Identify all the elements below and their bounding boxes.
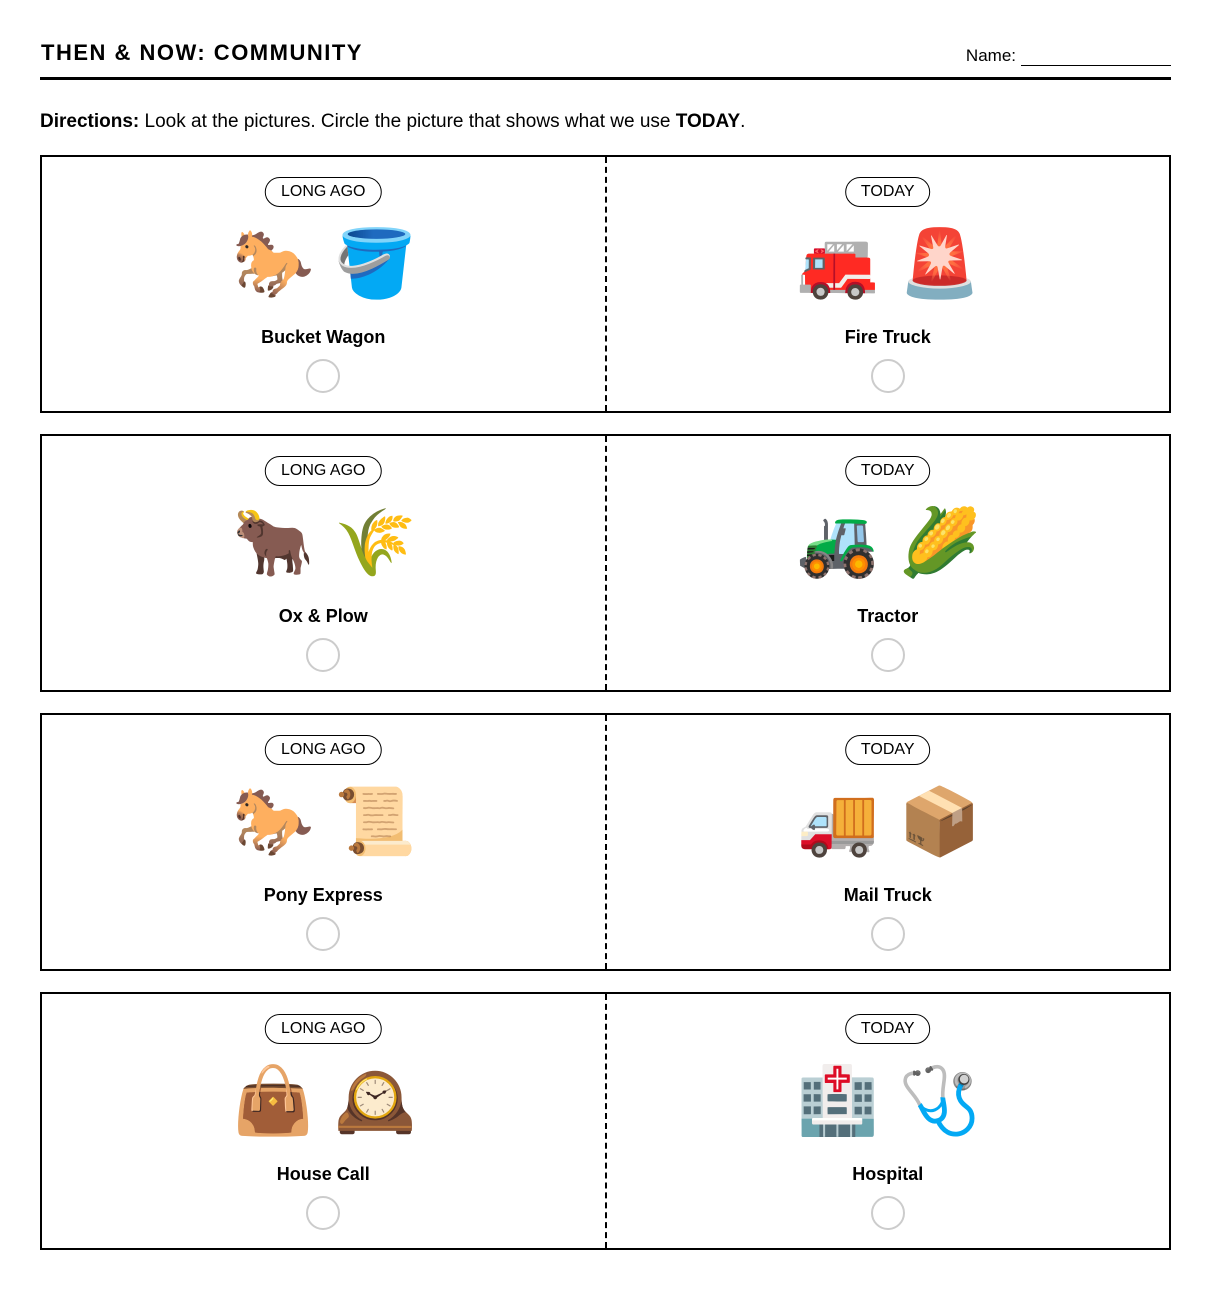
comparison-row [40,992,1171,1250]
long-ago-panel [42,436,607,690]
item-label: Hospital [852,1164,924,1184]
picture-group [607,1060,1170,1140]
horse-icon[interactable]: 🐎 [232,226,315,300]
today-panel [607,157,1170,411]
picture-group [42,223,605,303]
answer-circle[interactable] [871,638,905,672]
bucket-icon[interactable]: 🪣 [334,226,417,300]
picture-group [42,781,605,861]
era-tag: LONG AGO [265,1014,381,1044]
stethoscope-icon[interactable]: 🩺 [898,1063,981,1137]
directions-emphasis: TODAY [675,111,741,132]
comparison-row [40,713,1171,971]
comparison-row [40,155,1171,413]
tractor-icon[interactable]: 🚜 [796,505,879,579]
era-tag: LONG AGO [265,177,381,207]
package-icon[interactable]: 📦 [898,784,981,858]
era-tag: TODAY [845,456,931,486]
answer-circle[interactable] [306,917,340,951]
item-label: House Call [276,1164,370,1184]
today-panel [607,994,1170,1248]
answer-circle[interactable] [306,1196,340,1230]
fire-engine-icon[interactable]: 🚒 [796,226,879,300]
item-label: Pony Express [263,885,383,905]
name-label: Name: [965,46,1016,65]
era-tag: TODAY [845,1014,931,1044]
long-ago-panel [42,715,607,969]
long-ago-panel [42,157,607,411]
answer-circle[interactable] [306,359,340,393]
item-label: Mail Truck [843,885,932,905]
picture-group [42,502,605,582]
name-field[interactable] [966,46,1171,66]
ox-icon[interactable]: 🐂 [232,505,315,579]
picture-group [607,223,1170,303]
corn-icon[interactable]: 🌽 [898,505,981,579]
directions-end: . [740,111,746,132]
horse-icon[interactable]: 🐎 [232,784,315,858]
era-tag: LONG AGO [265,456,381,486]
picture-group [42,1060,605,1140]
today-panel [607,715,1170,969]
picture-group [607,781,1170,861]
picture-group [607,502,1170,582]
delivery-truck-icon[interactable]: 🚚 [796,784,879,858]
era-tag: TODAY [845,177,931,207]
item-label: Tractor [857,606,919,626]
long-ago-panel [42,994,607,1248]
answer-circle[interactable] [871,1196,905,1230]
today-panel [607,436,1170,690]
wheat-icon[interactable]: 🌾 [334,505,417,579]
directions [40,111,745,133]
item-label: Bucket Wagon [261,327,386,347]
worksheet-header [40,38,1171,80]
name-line[interactable] [1021,50,1171,66]
era-tag: LONG AGO [265,735,381,765]
siren-icon[interactable]: 🚨 [898,226,981,300]
handbag-icon[interactable]: 👜 [232,1063,315,1137]
directions-label: Directions: [40,111,140,132]
item-label: Ox & Plow [278,606,368,626]
answer-circle[interactable] [871,359,905,393]
era-tag: TODAY [845,735,931,765]
answer-circle[interactable] [306,638,340,672]
item-label: Fire Truck [844,327,931,347]
answer-circle[interactable] [871,917,905,951]
directions-text: Look at the pictures. Circle the picture that shows what we use [139,111,676,132]
comparison-row [40,434,1171,692]
scroll-icon[interactable]: 📜 [334,784,417,858]
hospital-icon[interactable]: 🏥 [796,1063,879,1137]
page-title: THEN & NOW: COMMUNITY [41,40,363,65]
mantel-clock-icon[interactable]: 🕰️ [334,1063,417,1137]
